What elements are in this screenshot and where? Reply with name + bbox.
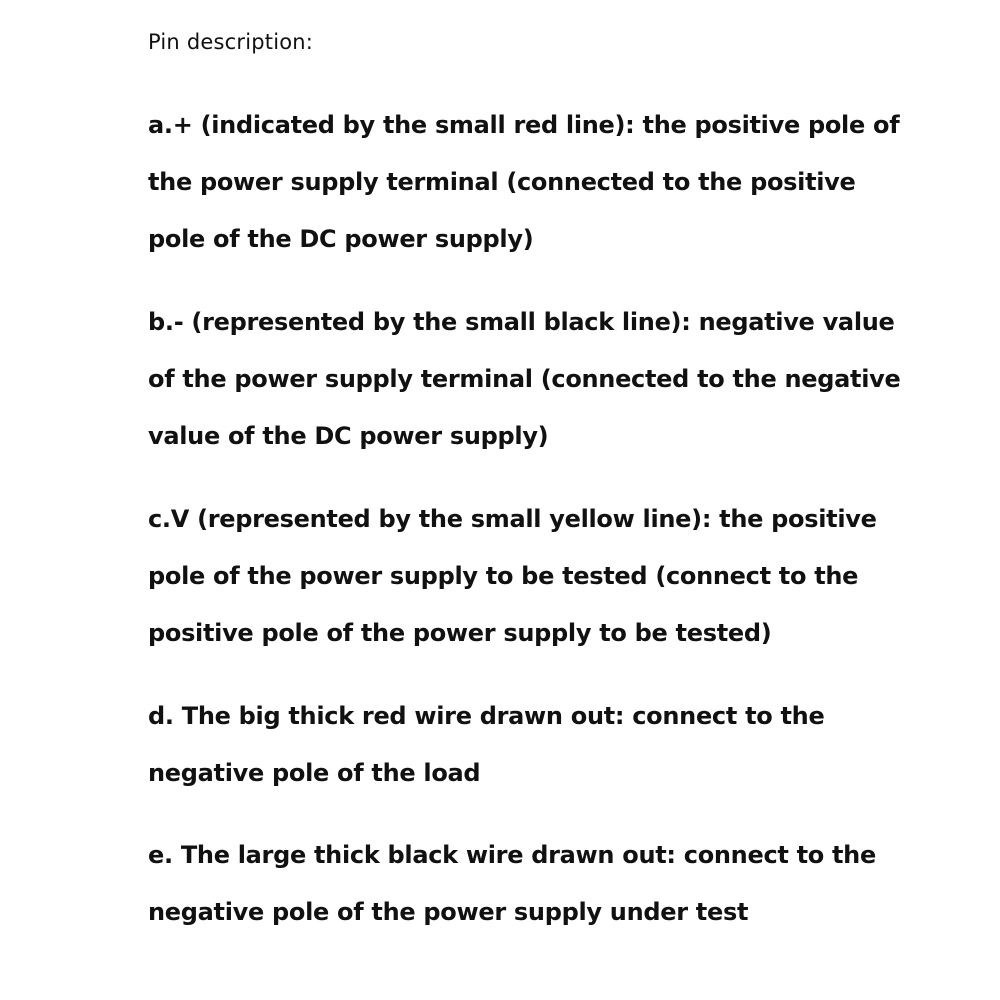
pin-item-a: [148, 97, 899, 268]
pin-item-e-line-2: negative pole of the power supply under test: [148, 898, 749, 926]
pin-item-d-line-2: negative pole of the load: [148, 759, 481, 787]
pin-item-c-line-1: c.V (represented by the small yellow line): the positive: [148, 505, 877, 533]
pin-item-b-line-1: b.- (represented by the small black line): negative value: [148, 308, 895, 336]
pin-item-d-line-1: d. The big thick red wire drawn out: connect to the: [148, 702, 825, 730]
pin-item-b-line-2: of the power supply terminal (connected to the negative: [148, 365, 901, 393]
pin-item-d: [148, 688, 824, 802]
pin-item-b-line-3: value of the DC power supply): [148, 422, 549, 450]
pin-item-c-line-2: pole of the power supply to be tested (connect to the: [148, 562, 859, 590]
pin-item-a-line-3: pole of the DC power supply): [148, 225, 534, 253]
pin-item-a-line-2: the power supply terminal (connected to the positive: [148, 168, 856, 196]
pin-item-b: [148, 294, 900, 465]
pin-item-a-line-1: a.+ (indicated by the small red line): the positive pole of: [148, 111, 900, 139]
pin-item-c: [148, 491, 877, 662]
pin-item-c-line-3: positive pole of the power supply to be tested): [148, 619, 772, 647]
pin-item-e-line-1: e. The large thick black wire drawn out: connect to the: [148, 841, 876, 869]
pin-item-e: [148, 827, 876, 941]
document-heading: Pin description:: [148, 30, 314, 54]
